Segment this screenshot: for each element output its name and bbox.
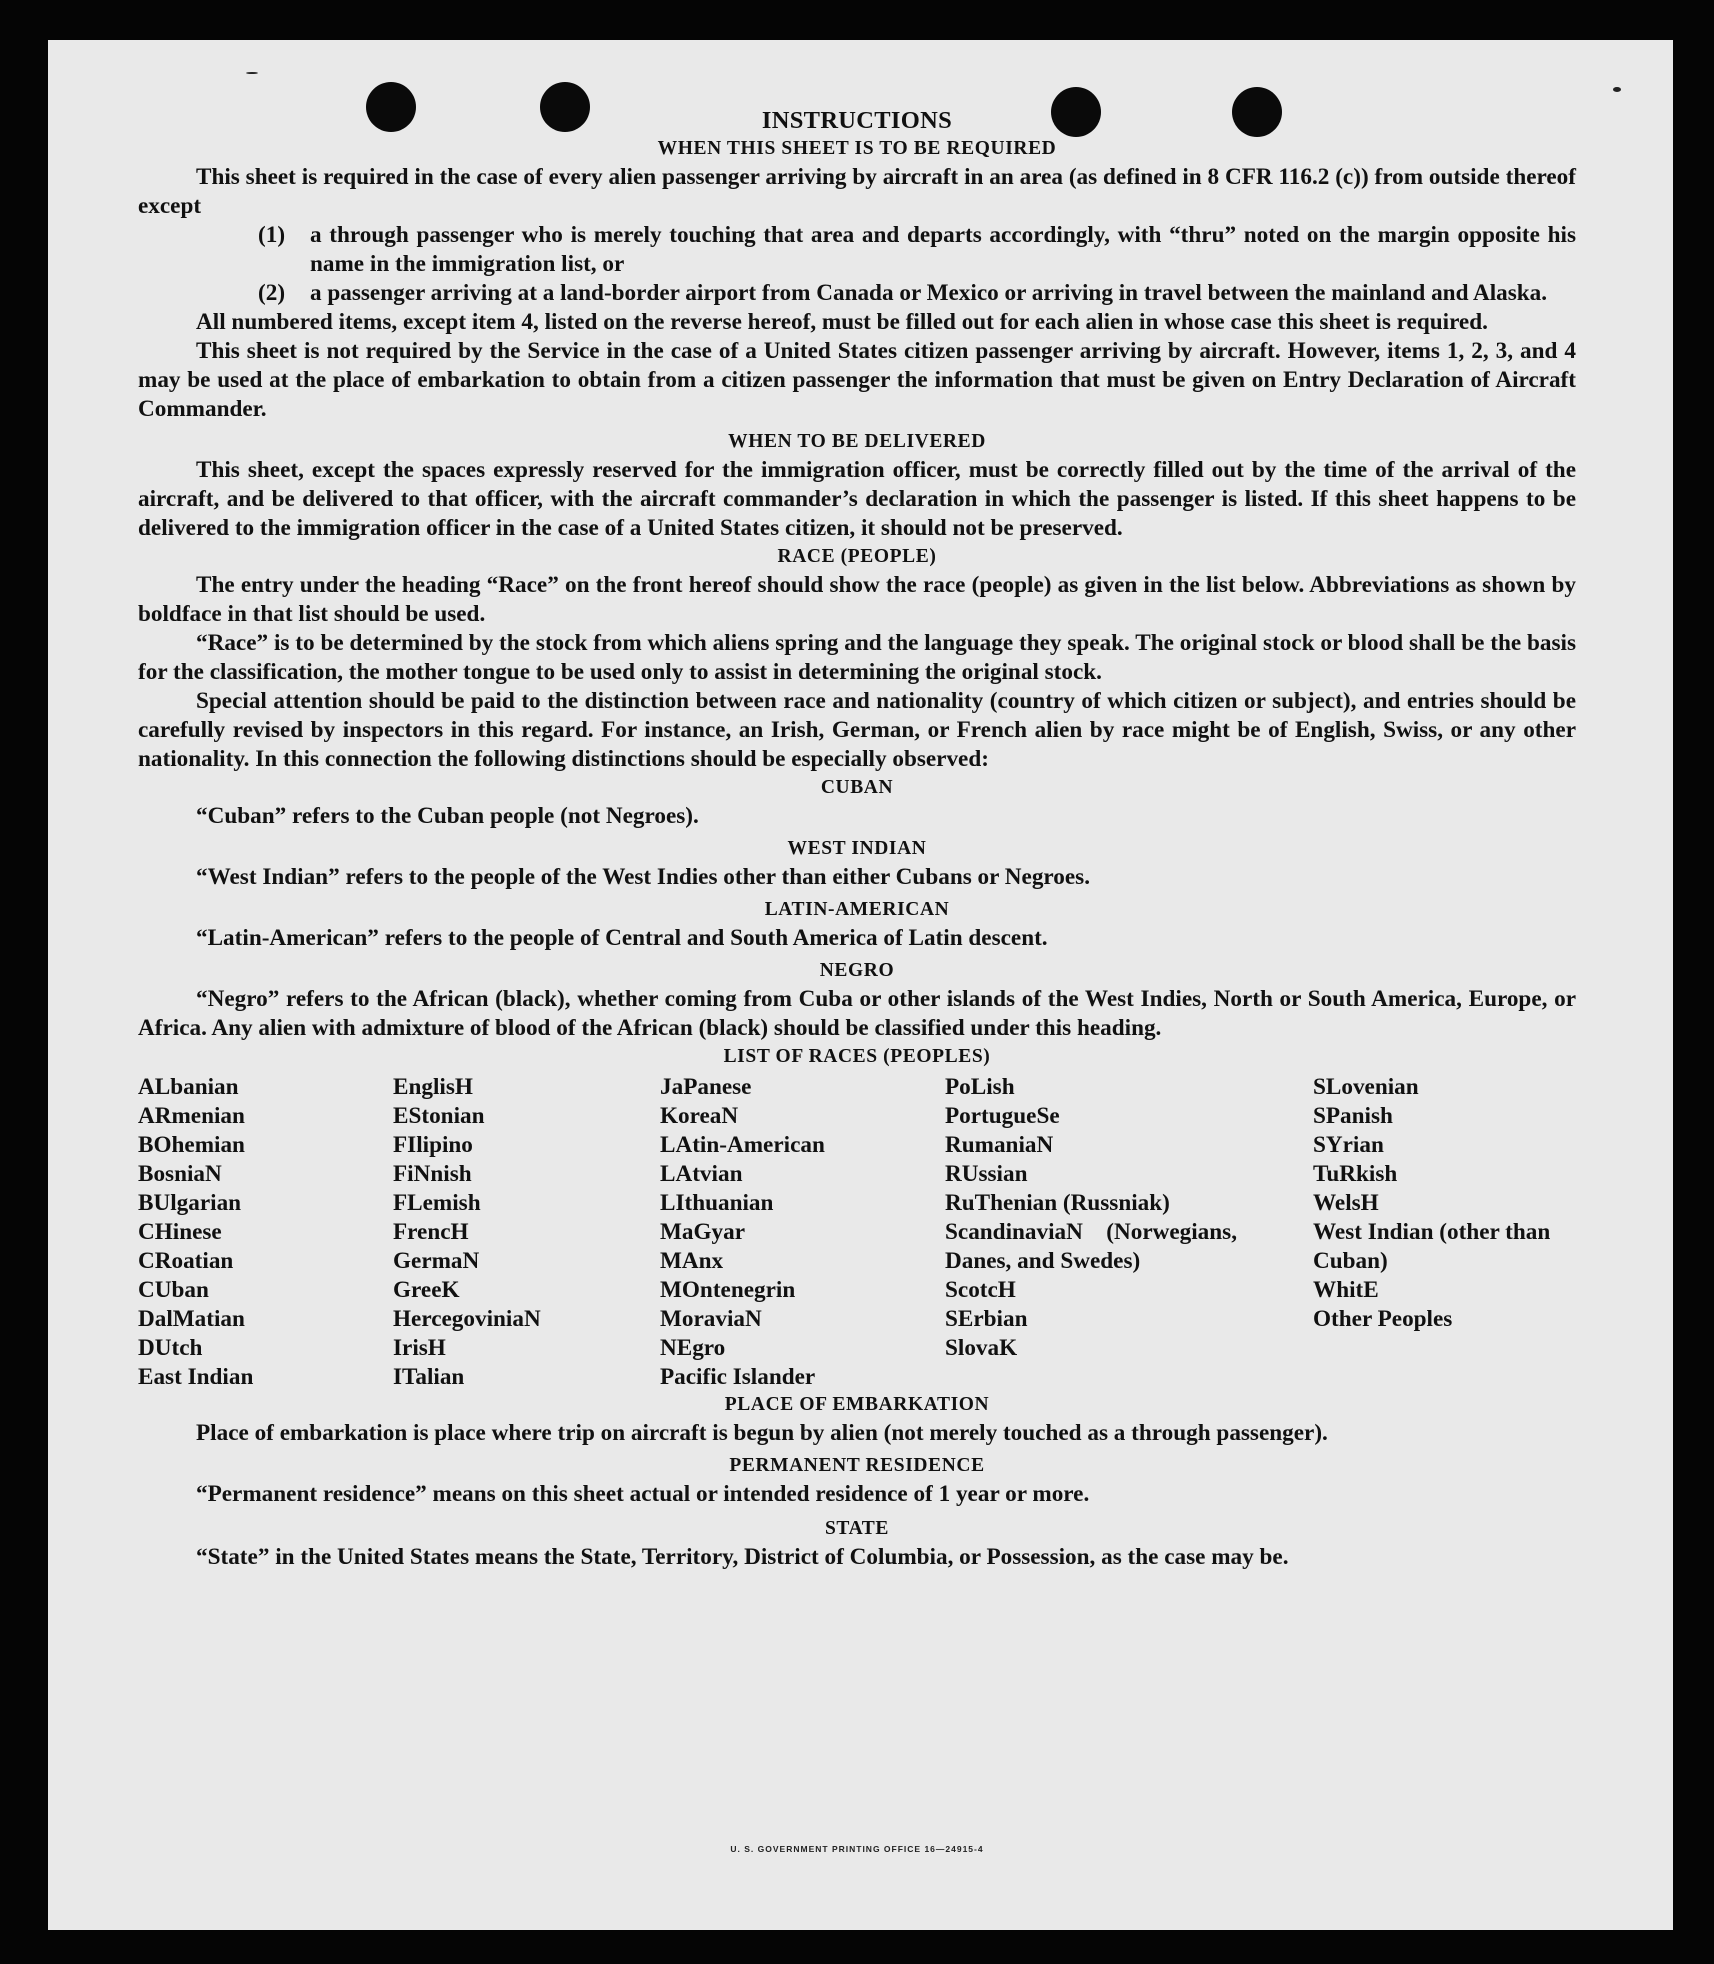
race-entry: SErbian — [945, 1306, 1028, 1332]
race-entry: BUlgarian — [138, 1190, 242, 1216]
paragraph: “Permanent residence” means on this sheet actual or intended residence of 1 year or more. — [196, 1481, 1090, 1507]
race-entry: West Indian (other than Cuban) — [1313, 1219, 1551, 1274]
paragraph: Place of embarkation is place where trip on aircraft is begun by alien (not merely touched as a through passenger). — [196, 1420, 1328, 1446]
race-entry: CRoatian — [138, 1248, 234, 1274]
paragraph: This sheet is not required by the Service in the case of a United States citizen passenger arriving by aircraft. However, items 1, 2, 3, and 4 may be used at the place of embarkation to obtain from a citizen passenger the information that must be given on Entry Declaration of Aircraft Commander. — [138, 338, 1576, 422]
race-entry: ScotcH — [945, 1277, 1016, 1303]
race-entry: CUban — [138, 1277, 209, 1303]
paragraph: This sheet is required in the case of every alien passenger arriving by aircraft in an area (as defined in 8 CFR 116.2 (c)) from outside thereof except — [138, 164, 1576, 219]
race-column — [393, 1073, 643, 1392]
paragraph: “Cuban” refers to the Cuban people (not Negroes). — [196, 803, 699, 829]
ink-speck — [246, 72, 258, 74]
paragraph: “West Indian” refers to the people of the West Indies other than either Cubans or Negroes. — [196, 864, 1091, 890]
race-entry: MoraviaN — [660, 1306, 762, 1332]
race-entry: EnglisH — [393, 1074, 473, 1100]
section-heading: PERMANENT RESIDENCE — [729, 1455, 985, 1476]
ink-speck — [1613, 87, 1621, 92]
race-entry: SlovaK — [945, 1335, 1018, 1361]
section-heading: CUBAN — [820, 777, 894, 798]
race-entry: NEgro — [660, 1335, 726, 1361]
race-entry: TuRkish — [1313, 1161, 1398, 1187]
section-heading: LATIN-AMERICAN — [764, 899, 950, 920]
race-entry: LIthuanian — [660, 1190, 774, 1216]
race-entry: LAtvian — [660, 1161, 743, 1187]
race-entry: RumaniaN — [945, 1132, 1054, 1158]
race-entry: GreeK — [393, 1277, 460, 1303]
item-number: (2) — [258, 280, 286, 306]
race-entry: WhitE — [1313, 1277, 1379, 1303]
race-entry: MAnx — [660, 1248, 724, 1274]
race-entry: SPanish — [1313, 1103, 1393, 1129]
race-column — [138, 1073, 388, 1392]
paragraph: This sheet, except the spaces expressly reserved for the immigration officer, must be correctly filled out by the time of the arrival of the aircraft, and be delivered to that officer, with the aircraft commander’s declaration in which the passenger is listed. If this sheet happens to be delivered to the immigration officer in the case of a United States citizen, it should not be preserved. — [138, 457, 1576, 541]
race-entry: IrisH — [393, 1335, 446, 1361]
race-entry: PoLish — [945, 1074, 1015, 1100]
race-entry: JaPanese — [660, 1074, 752, 1100]
race-column — [945, 1073, 1235, 1363]
page-title: INSTRUCTIONS — [761, 107, 953, 134]
section-heading: WHEN THIS SHEET IS TO BE REQUIRED — [657, 138, 1057, 159]
paragraph: “State” in the United States means the State, Territory, District of Columbia, or Possession, as the case may be. — [196, 1544, 1289, 1570]
race-entry: FLemish — [393, 1190, 481, 1216]
race-entry: PortugueSe — [945, 1103, 1060, 1129]
race-entry: MaGyar — [660, 1219, 745, 1245]
race-entry: DUtch — [138, 1335, 203, 1361]
race-entry: ScandinaviaN (Norwegians, Danes, and Swedes) — [945, 1219, 1237, 1274]
item-text: a passenger arriving at a land-border airport from Canada or Mexico or arriving in travel between the mainland and Alaska. — [310, 280, 1548, 306]
item-text: a through passenger who is merely touching that area and departs accordingly, with “thru” noted on the margin opposite his name in the immigration list, or — [310, 222, 1576, 277]
race-entry: SLovenian — [1313, 1074, 1419, 1100]
section-heading: LIST OF RACES (PEOPLES) — [723, 1046, 991, 1067]
race-entry: Other Peoples — [1313, 1306, 1453, 1332]
section-heading: WHEN TO BE DELIVERED — [728, 431, 986, 452]
race-entry: MOntenegrin — [660, 1277, 796, 1303]
race-entry: SYrian — [1313, 1132, 1384, 1158]
race-column — [660, 1073, 940, 1392]
race-entry: WelsH — [1313, 1190, 1379, 1216]
printer-imprint: U. S. GOVERNMENT PRINTING OFFICE 16—24915-4 — [730, 1844, 984, 1854]
paragraph: The entry under the heading “Race” on the front hereof should show the race (people) as given in the list below. Abbreviations as shown by boldface in that list should be used. — [138, 572, 1576, 627]
race-entry: Pacific Islander — [660, 1364, 816, 1390]
race-entry: FrencH — [393, 1219, 469, 1245]
race-entry: LAtin-American — [660, 1132, 825, 1158]
section-heading: WEST INDIAN — [787, 838, 927, 859]
race-entry: RuThenian (Russniak) — [945, 1190, 1170, 1216]
race-entry: ITalian — [393, 1364, 465, 1390]
list-item — [258, 279, 1576, 308]
race-column — [1313, 1073, 1576, 1334]
instructions-body — [138, 106, 1576, 1572]
race-entry: BosniaN — [138, 1161, 222, 1187]
race-entry: GermaN — [393, 1248, 480, 1274]
race-entry: FIlipino — [393, 1132, 473, 1158]
section-heading: PLACE OF EMBARKATION — [724, 1394, 990, 1415]
race-entry: ALbanian — [138, 1074, 239, 1100]
race-list — [138, 1073, 1576, 1390]
paragraph: “Latin-American” refers to the people of Central and South America of Latin descent. — [196, 925, 1048, 951]
race-entry: RUssian — [945, 1161, 1028, 1187]
race-entry: East Indian — [138, 1364, 254, 1390]
race-entry: DalMatian — [138, 1306, 245, 1332]
section-heading: RACE (PEOPLE) — [777, 546, 937, 567]
paragraph: All numbered items, except item 4, listed on the reverse hereof, must be filled out for each alien in whose case this sheet is required. — [196, 309, 1488, 335]
race-entry: EStonian — [393, 1103, 485, 1129]
race-entry: FiNnish — [393, 1161, 472, 1187]
paragraph: Special attention should be paid to the distinction between race and nationality (country of which citizen or subject), and entries should be carefully revised by inspectors in this regard. For instance, an Irish, German, or French alien by race might be of English, Swiss, or any other nationality. In this connection the following distinctions should be especially observed: — [138, 688, 1576, 772]
item-number: (1) — [258, 222, 286, 248]
race-entry: KoreaN — [660, 1103, 739, 1129]
list-item — [258, 221, 1576, 279]
section-heading: NEGRO — [819, 960, 895, 981]
paragraph: “Negro” refers to the African (black), whether coming from Cuba or other islands of the West Indies, North or South America, Europe, or Africa. Any alien with admixture of blood of the African (black) should be classified under this heading. — [138, 986, 1576, 1041]
race-entry: ARmenian — [138, 1103, 245, 1129]
section-heading: STATE — [824, 1518, 890, 1539]
race-entry: HercegoviniaN — [393, 1306, 541, 1332]
paragraph: “Race” is to be determined by the stock from which aliens spring and the language they speak. The original stock or blood shall be the basis for the classification, the mother tongue to be used only to assist in determining the original stock. — [138, 630, 1576, 685]
race-entry: CHinese — [138, 1219, 222, 1245]
race-entry: BOhemian — [138, 1132, 245, 1158]
